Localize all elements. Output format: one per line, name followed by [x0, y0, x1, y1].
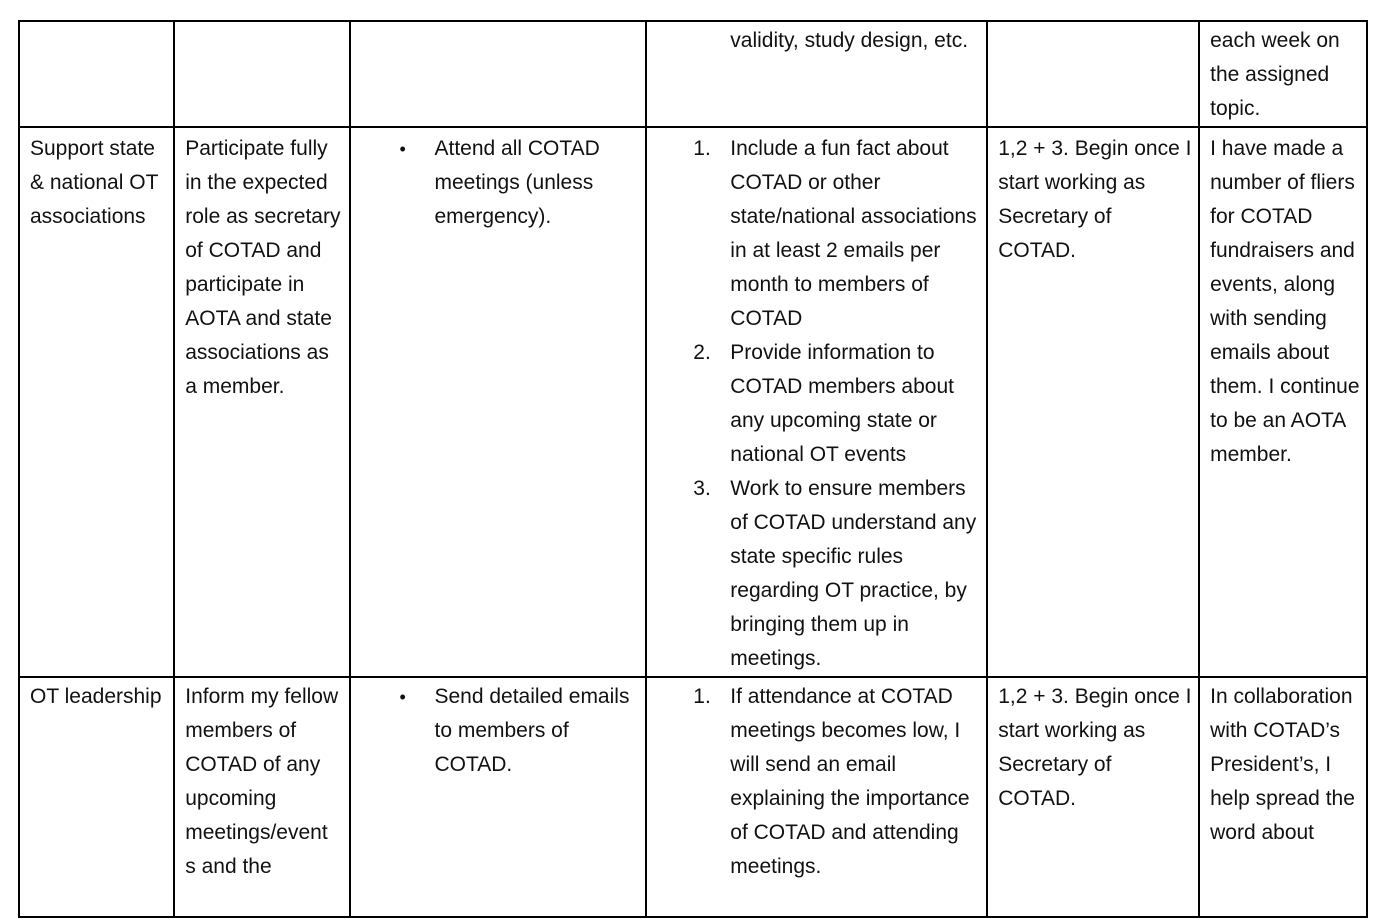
cell-goal-area	[19, 677, 174, 917]
cell-strategy	[350, 127, 646, 677]
strategy-text: Attend all COTAD meetings (unless emergency).	[434, 137, 600, 228]
cell-timeline	[987, 21, 1199, 127]
table-row-ot-leadership	[19, 677, 1367, 917]
cell-criteria	[646, 677, 987, 917]
cell-objective	[174, 127, 350, 677]
goal-area-text: OT leadership	[30, 685, 162, 708]
strategy-text: Send detailed emails to members of COTAD.	[434, 685, 630, 776]
list-item	[361, 680, 645, 782]
list-item	[657, 132, 986, 336]
list-number: 1.	[693, 137, 711, 160]
bullet-icon: •	[399, 139, 406, 159]
timeline-text: 1,2 + 3. Begin once I start working as Secretary of COTAD.	[998, 685, 1192, 810]
progress-text: I have made a number of fliers for COTAD fundraisers and events, along with sending emails about them. I continue to be an AOTA member.	[1210, 137, 1360, 466]
cell-criteria	[646, 21, 987, 127]
goal-area-text: Support state & national OT associations	[30, 137, 159, 228]
list-item	[657, 336, 986, 472]
cell-objective	[174, 677, 350, 917]
cell-progress	[1199, 127, 1367, 677]
criteria-list	[657, 680, 986, 884]
table-row-continued	[19, 21, 1367, 127]
list-item	[657, 472, 986, 676]
criteria-text: If attendance at COTAD meetings becomes low, I will send an email explaining the importance of COTAD and attending meetings.	[730, 685, 970, 878]
list-number: 2.	[693, 341, 711, 364]
timeline-text: 1,2 + 3. Begin once I start working as Secretary of COTAD.	[998, 137, 1192, 262]
progress-text: each week on the assigned topic.	[1210, 29, 1340, 120]
cell-criteria	[646, 127, 987, 677]
progress-text: In collaboration with COTAD’s President’s, I help spread the word about	[1210, 685, 1355, 844]
criteria-text: Work to ensure members of COTAD understand any state specific rules regarding OT practice, by bringing them up in meetings.	[730, 477, 977, 670]
bullet-icon: •	[399, 687, 406, 707]
objective-text: Participate fully in the expected role as secretary of COTAD and participate in AOTA and state associations as a member.	[185, 137, 341, 398]
cell-strategy	[350, 677, 646, 917]
criteria-continued-text: validity, study design, etc.	[730, 29, 969, 52]
cell-progress	[1199, 21, 1367, 127]
criteria-list	[657, 132, 986, 676]
list-number: 1.	[693, 685, 711, 708]
cell-goal-area	[19, 127, 174, 677]
table-row-support-associations	[19, 127, 1367, 677]
cell-timeline	[987, 677, 1199, 917]
cell-progress	[1199, 677, 1367, 917]
list-number: 3.	[693, 477, 711, 500]
list-item	[657, 680, 986, 884]
cell-goal-area	[19, 21, 174, 127]
strategy-list	[361, 132, 645, 234]
criteria-text: Provide information to COTAD members about any upcoming state or national OT events	[730, 341, 954, 466]
objective-text: Inform my fellow members of COTAD of any upcoming meetings/event s and the	[185, 685, 339, 878]
cell-timeline	[987, 127, 1199, 677]
cell-objective	[174, 21, 350, 127]
list-item	[361, 132, 645, 234]
cell-strategy	[350, 21, 646, 127]
criteria-text: Include a fun fact about COTAD or other state/national associations in at least 2 emails per month to members of COTAD	[730, 137, 977, 330]
goals-table	[18, 20, 1368, 918]
strategy-list	[361, 680, 645, 782]
